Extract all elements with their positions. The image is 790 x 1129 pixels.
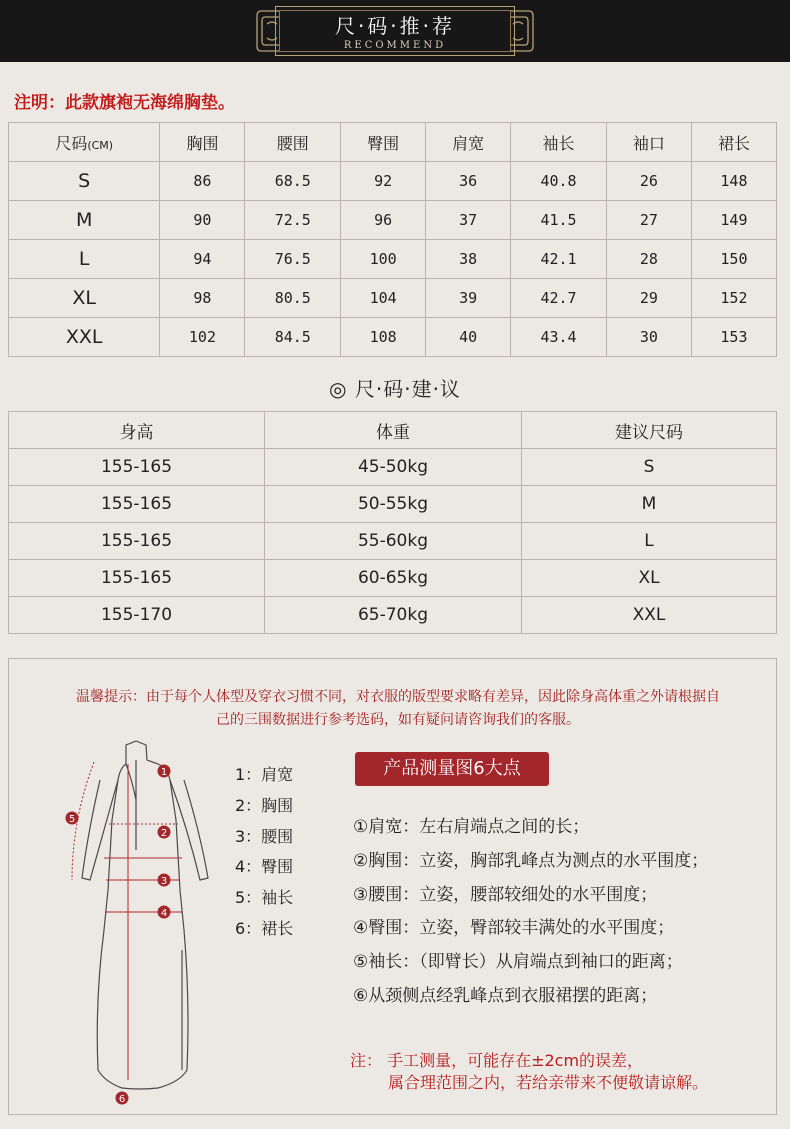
- table-cell: 104: [341, 279, 426, 318]
- table-cell: 155-165: [9, 560, 265, 597]
- table-cell: 72.5: [245, 201, 341, 240]
- table-cell: 39: [426, 279, 511, 318]
- table-cell: L: [9, 240, 160, 279]
- suggest-section-title: ◎ 尺·码·建·议: [329, 377, 461, 401]
- table-row: [9, 240, 777, 279]
- table-cell: 150: [691, 240, 776, 279]
- page-subtitle: RECOMMEND: [343, 40, 447, 51]
- table-cell: 38: [426, 240, 511, 279]
- definition-item: ①肩宽：左右肩端点之间的长；: [353, 817, 590, 837]
- legend-item: 1：肩宽: [235, 765, 294, 784]
- table-header-cell: [9, 123, 160, 162]
- table-cell: 80.5: [245, 279, 341, 318]
- legend-item: 4：臀围: [235, 857, 294, 877]
- table-cell: 148: [691, 162, 776, 201]
- table-cell: S: [9, 162, 160, 201]
- table-cell: 84.5: [245, 318, 341, 357]
- svg-text:3: 3: [160, 876, 168, 887]
- tip-text: [20, 686, 776, 732]
- table-cell: 36: [426, 162, 511, 201]
- table-cell: XXL: [9, 318, 160, 357]
- table-cell: 76.5: [245, 240, 341, 279]
- table-cell: 60-65kg: [265, 560, 522, 597]
- table-row: [9, 486, 777, 523]
- table-cell: M: [9, 201, 160, 240]
- table-cell: 42.7: [511, 279, 607, 318]
- table-header-cell: 肩宽: [426, 123, 511, 162]
- table-header-row: [9, 123, 777, 162]
- svg-text:5: 5: [68, 814, 76, 825]
- table-row: [9, 449, 777, 486]
- measure-points-badge: 产品测量图6大点: [355, 752, 549, 786]
- table-cell: 40.8: [511, 162, 607, 201]
- unit-label: (CM): [87, 138, 114, 152]
- definition-item: ⑤袖长：（即臂长）从肩端点到袖口的距离；: [353, 952, 683, 973]
- table-header-cell: 建议尺码: [522, 412, 777, 449]
- svg-text:4: 4: [160, 908, 168, 919]
- page-title: 尺·码·推·荐: [334, 14, 456, 38]
- table-cell: 152: [691, 279, 776, 318]
- table-cell: XL: [522, 560, 777, 597]
- figure-marker-5: [66, 812, 79, 826]
- legend-item: 2：胸围: [235, 795, 294, 815]
- table-row: [9, 162, 777, 201]
- table-cell: XXL: [522, 597, 777, 634]
- size-suggestion-table: [8, 411, 777, 634]
- table-cell: 149: [691, 201, 776, 240]
- measure-legend: [235, 760, 293, 945]
- table-cell: 68.5: [245, 162, 341, 201]
- definition-item: ④臀围：立姿，臀部较丰满处的水平围度；: [353, 918, 675, 939]
- figure-marker-6: [116, 1092, 129, 1106]
- header-title-box: [255, 2, 535, 60]
- table-header-row: [9, 412, 777, 449]
- header-size-label: 尺码: [55, 133, 88, 153]
- table-cell: 155-165: [9, 523, 265, 560]
- qipao-measurement-figure: [60, 740, 230, 1115]
- measurement-note: [350, 1050, 708, 1094]
- svg-text:1: 1: [160, 767, 168, 778]
- table-cell: 92: [341, 162, 426, 201]
- table-header-cell: 身高: [9, 412, 265, 449]
- table-cell: 27: [606, 201, 691, 240]
- table-cell: 96: [341, 201, 426, 240]
- table-cell: 55-60kg: [265, 523, 522, 560]
- figure-marker-3: [158, 874, 171, 888]
- table-cell: 28: [606, 240, 691, 279]
- table-cell: 155-170: [9, 597, 265, 634]
- table-cell: 155-165: [9, 486, 265, 523]
- table-cell: 29: [606, 279, 691, 318]
- table-cell: 40: [426, 318, 511, 357]
- measure-lines: [72, 762, 182, 1080]
- table-row: [9, 318, 777, 357]
- table-row: [9, 597, 777, 634]
- table-header-cell: 袖长: [511, 123, 607, 162]
- table-cell: 108: [341, 318, 426, 357]
- figure-marker-4: [158, 906, 171, 920]
- note-line: 属合理范围之内，若给亲带来不便敬请谅解。: [388, 1073, 709, 1092]
- table-cell: 30: [606, 318, 691, 357]
- table-cell: 102: [160, 318, 245, 357]
- table-cell: 26: [606, 162, 691, 201]
- table-cell: 90: [160, 201, 245, 240]
- table-cell: 45-50kg: [265, 449, 522, 486]
- notice-text: 注明：此款旗袍无海绵胸垫。: [14, 93, 235, 113]
- table-cell: S: [522, 449, 777, 486]
- table-cell: 41.5: [511, 201, 607, 240]
- qipao-outline: [82, 741, 208, 1089]
- table-cell: 37: [426, 201, 511, 240]
- definition-item: ③腰围：立姿，腰部较细处的水平围度；: [353, 884, 658, 905]
- tip-line: 己的三围数据进行参考选码，如有疑问请咨询我们的客服。: [216, 712, 580, 728]
- table-row: [9, 560, 777, 597]
- table-cell: L: [522, 523, 777, 560]
- table-header-cell: 裙长: [691, 123, 776, 162]
- tip-line: 温馨提示：由于每个人体型及穿衣习惯不同，对衣服的版型要求略有差异，因此除身高体重之外请根据自: [76, 689, 720, 705]
- table-header-cell: 腰围: [245, 123, 341, 162]
- table-cell: 100: [341, 240, 426, 279]
- figure-marker-2: [158, 826, 171, 840]
- measure-definitions: [353, 811, 708, 1014]
- table-header-cell: 胸围: [160, 123, 245, 162]
- table-header-cell: 臀围: [341, 123, 426, 162]
- table-cell: M: [522, 486, 777, 523]
- table-cell: 94: [160, 240, 245, 279]
- legend-item: 6：裙长: [235, 918, 294, 938]
- table-header-cell: 袖口: [606, 123, 691, 162]
- legend-item: 3：腰围: [235, 826, 294, 846]
- size-chart-table: [8, 122, 777, 357]
- table-header-cell: 体重: [265, 412, 522, 449]
- table-cell: 86: [160, 162, 245, 201]
- svg-text:2: 2: [160, 828, 168, 839]
- table-cell: 153: [691, 318, 776, 357]
- table-row: [9, 279, 777, 318]
- definition-item: ②胸围：立姿，胸部乳峰点为测点的水平围度；: [353, 850, 709, 871]
- table-cell: 43.4: [511, 318, 607, 357]
- table-cell: 50-55kg: [265, 486, 522, 523]
- table-cell: 98: [160, 279, 245, 318]
- svg-text:6: 6: [118, 1094, 126, 1105]
- definition-item: ⑥从颈侧点经乳峰点到衣服裙摆的距离；: [353, 985, 658, 1006]
- note-line: 注： 手工测量，可能存在±2cm的误差，: [350, 1051, 644, 1070]
- table-cell: 155-165: [9, 449, 265, 486]
- legend-item: 5：袖长: [235, 888, 294, 908]
- table-cell: 65-70kg: [265, 597, 522, 634]
- table-cell: XL: [9, 279, 160, 318]
- table-row: [9, 523, 777, 560]
- table-cell: 42.1: [511, 240, 607, 279]
- table-row: [9, 201, 777, 240]
